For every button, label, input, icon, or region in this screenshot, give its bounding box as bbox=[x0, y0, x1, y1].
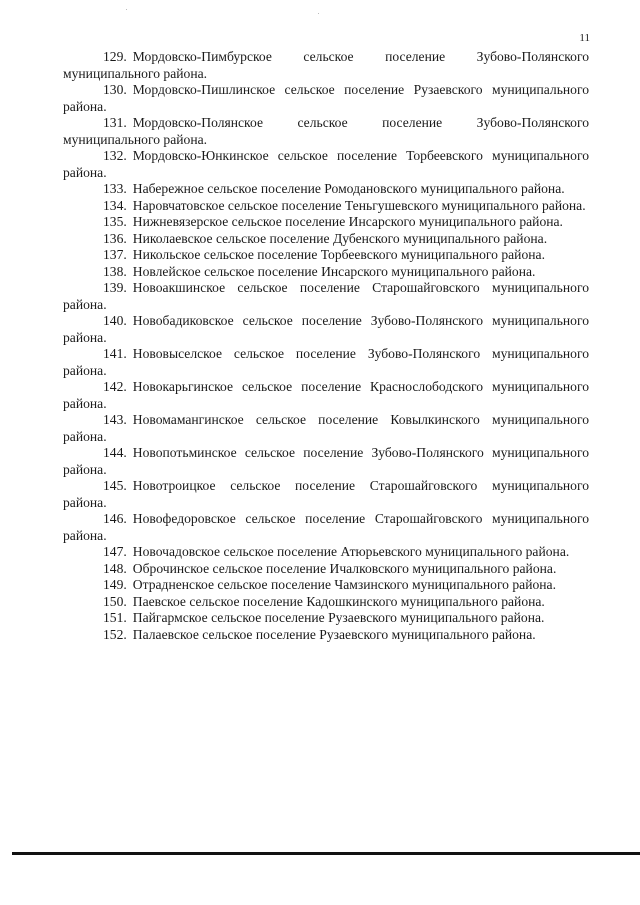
item-text: Нижневязерское сельское поселение Инсарского муниципального района. bbox=[132, 214, 563, 229]
list-item bbox=[63, 544, 589, 561]
item-text: Никольское сельское поселение Торбеевского муниципального района. bbox=[132, 247, 545, 262]
list-item bbox=[63, 214, 589, 231]
list-item bbox=[63, 115, 589, 148]
list-item bbox=[63, 379, 589, 412]
item-text: Новобадиковское сельское поселение Зубово-Полянского муниципального района. bbox=[63, 313, 589, 345]
item-number: 132. bbox=[103, 148, 127, 163]
item-number: 136. bbox=[103, 230, 127, 246]
item-text: Оброчинское сельское поселение Ичалковского муниципального района. bbox=[132, 560, 557, 576]
list-item bbox=[63, 610, 589, 627]
item-number: 134. bbox=[103, 197, 127, 213]
item-number: 146. bbox=[103, 511, 127, 526]
item-text: Новопотьминское сельское поселение Зубово-Полянского муниципального района. bbox=[63, 445, 589, 477]
item-number: 131. bbox=[103, 115, 127, 130]
item-number: 142. bbox=[103, 379, 127, 394]
list-item bbox=[63, 280, 589, 313]
item-text: Мордовско-Полянское сельское поселение Зубово-Полянского муниципального района. bbox=[63, 115, 589, 147]
list-item bbox=[63, 594, 589, 611]
item-number: 137. bbox=[103, 247, 127, 262]
item-text: Новлейское сельское поселение Инсарского муниципального района. bbox=[132, 263, 536, 279]
item-number: 143. bbox=[103, 412, 127, 427]
item-text: Отрадненское сельское поселение Чамзинского муниципального района. bbox=[132, 577, 556, 592]
item-text: Мордовско-Пишлинское сельское поселение Рузаевского муниципального района. bbox=[63, 82, 589, 114]
item-text: Николаевское сельское поселение Дубенского муниципального района. bbox=[132, 230, 548, 246]
item-number: 130. bbox=[103, 82, 127, 97]
list-item bbox=[63, 346, 589, 379]
item-text: Мордовско-Пимбурское сельское поселение Зубово-Полянского муниципального района. bbox=[63, 49, 589, 81]
item-number: 147. bbox=[103, 544, 127, 559]
list-item bbox=[63, 148, 589, 181]
item-number: 135. bbox=[103, 214, 127, 229]
list-item bbox=[63, 181, 589, 198]
item-number: 138. bbox=[103, 263, 127, 279]
item-text: Пайгармское сельское поселение Рузаевского муниципального района. bbox=[132, 610, 545, 625]
item-number: 150. bbox=[103, 593, 127, 609]
item-number: 149. bbox=[103, 577, 127, 592]
item-text: Мордовско-Юнкинское сельское поселение Торбеевского муниципального района. bbox=[63, 148, 589, 180]
list-item bbox=[63, 49, 589, 82]
item-number: 148. bbox=[103, 560, 127, 576]
list-item bbox=[63, 264, 589, 281]
item-text: Наровчатовское сельское поселение Теньгушевского муниципального района. bbox=[132, 197, 586, 213]
item-number: 151. bbox=[103, 610, 127, 625]
item-text: Новофедоровское сельское поселение Старошайговского муниципального района. bbox=[63, 511, 589, 543]
item-number: 145. bbox=[103, 478, 127, 493]
list-item bbox=[63, 313, 589, 346]
scan-speck bbox=[126, 9, 127, 10]
item-text: Нововыселское сельское поселение Зубово-Полянского муниципального района. bbox=[63, 346, 589, 378]
list-item bbox=[63, 231, 589, 248]
bottom-rule bbox=[12, 852, 640, 855]
page-number: 11 bbox=[579, 32, 590, 44]
item-text: Новомамангинское сельское поселение Ковылкинского муниципального района. bbox=[63, 412, 589, 444]
item-number: 133. bbox=[103, 181, 127, 196]
item-text: Набережное сельское поселение Ромодановского муниципального района. bbox=[132, 181, 565, 196]
item-text: Новоакшинское сельское поселение Старошайговского муниципального района. bbox=[63, 280, 589, 312]
item-number: 141. bbox=[103, 346, 127, 361]
list-item bbox=[63, 82, 589, 115]
item-text: Палаевское сельское поселение Рузаевского муниципального района. bbox=[132, 626, 536, 642]
item-number: 129. bbox=[103, 49, 127, 64]
list-item bbox=[63, 198, 589, 215]
item-text: Новокарьгинское сельское поселение Краснослободского муниципального района. bbox=[63, 379, 589, 411]
list-item bbox=[63, 478, 589, 511]
scan-speck bbox=[318, 13, 319, 14]
item-text: Новочадовское сельское поселение Атюрьевского муниципального района. bbox=[132, 544, 570, 559]
list-item bbox=[63, 445, 589, 478]
item-number: 144. bbox=[103, 445, 127, 460]
list-item bbox=[63, 577, 589, 594]
document-body bbox=[63, 49, 589, 643]
list-item bbox=[63, 412, 589, 445]
item-text: Паевское сельское поселение Кадошкинского муниципального района. bbox=[132, 593, 545, 609]
item-number: 140. bbox=[103, 313, 127, 328]
list-item bbox=[63, 627, 589, 644]
list-item bbox=[63, 247, 589, 264]
item-number: 139. bbox=[103, 280, 127, 295]
item-text: Новотроицкое сельское поселение Старошайговского муниципального района. bbox=[63, 478, 589, 510]
list-item bbox=[63, 511, 589, 544]
item-number: 152. bbox=[103, 626, 127, 642]
list-item bbox=[63, 561, 589, 578]
